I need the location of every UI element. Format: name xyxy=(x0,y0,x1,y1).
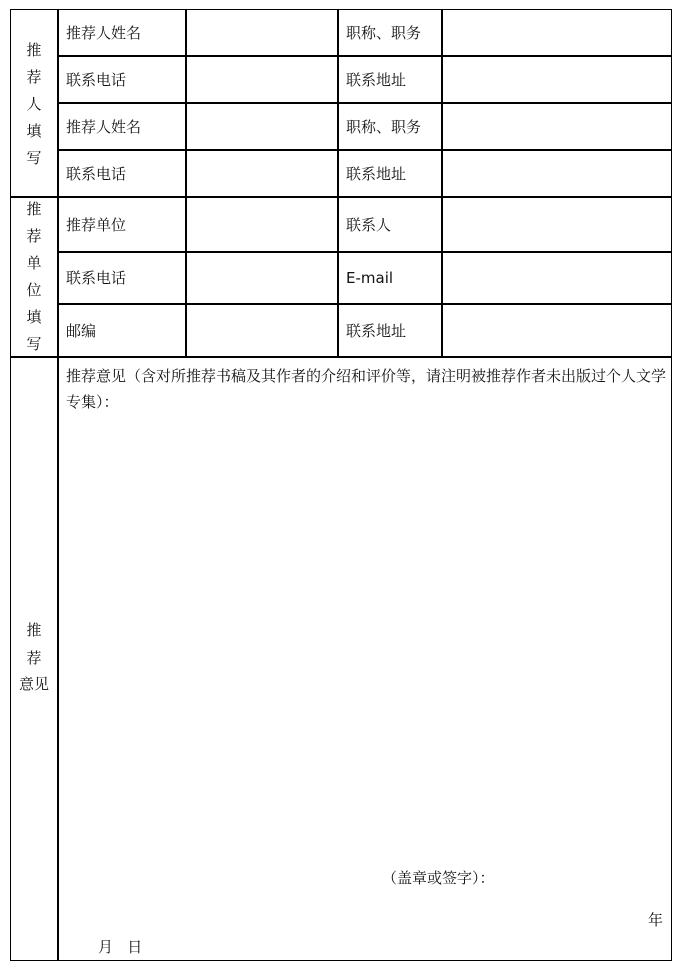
referrer-section-row-1-label-a: 推荐人姓名 xyxy=(66,23,142,42)
unit-section-row-1-input-b[interactable] xyxy=(442,197,672,252)
referrer-section-row-4-input-b[interactable] xyxy=(442,150,672,197)
unit-section-row-1-input-a[interactable] xyxy=(186,197,338,252)
unit-section-row-1-label-a: 推荐单位 xyxy=(66,215,127,234)
signature-label: （盖章或签字）： xyxy=(382,869,495,887)
referrer-section-row-3-input-b[interactable] xyxy=(442,103,672,150)
referrer-section-label: 推 荐 人 填 写 xyxy=(26,41,42,167)
year-label: 年 xyxy=(648,911,664,929)
recommendation-form xyxy=(10,9,672,961)
opinion-label-2: 荐 xyxy=(26,649,42,667)
unit-section-row-2-label-b: E-mail xyxy=(346,269,394,287)
opinion-instruction: 推荐意见（含对所推荐书稿及其作者的介绍和评价等，请注明被推荐作者未出版过个人文学专集）： xyxy=(66,367,667,411)
referrer-section-row-2-label-a: 联系电话 xyxy=(66,70,127,89)
unit-section-row-2-input-a[interactable] xyxy=(186,252,338,304)
unit-section-row-3-input-a[interactable] xyxy=(186,304,338,357)
referrer-section-row-2-input-b[interactable] xyxy=(442,56,672,103)
month-day-label: 月 日 xyxy=(98,938,143,956)
unit-section-row-3-label-a: 邮编 xyxy=(66,321,97,340)
referrer-section-row-1-input-b[interactable] xyxy=(442,9,672,56)
unit-section-row-2-label-a: 联系电话 xyxy=(66,269,127,287)
referrer-section-row-4-input-a[interactable] xyxy=(186,150,338,197)
referrer-section-row-4-label-a: 联系电话 xyxy=(66,164,127,183)
unit-section-row-1-label-b: 联系人 xyxy=(346,215,392,234)
opinion-label-3: 意见 xyxy=(18,675,49,693)
referrer-section-row-2-input-a[interactable] xyxy=(186,56,338,103)
referrer-section-row-4-label-b: 联系地址 xyxy=(346,164,407,183)
unit-section-row-3-input-b[interactable] xyxy=(442,304,672,357)
opinion-textarea[interactable] xyxy=(58,357,672,961)
referrer-section-row-1-label-b: 职称、职务 xyxy=(346,23,422,42)
unit-section-label: 推 荐 单 位 填 写 xyxy=(26,200,42,353)
unit-section-row-3-label-b: 联系地址 xyxy=(346,321,407,340)
referrer-section-row-3-label-a: 推荐人姓名 xyxy=(66,117,142,136)
opinion-label-1: 推 xyxy=(26,621,42,639)
referrer-section-row-3-label-b: 职称、职务 xyxy=(346,117,422,136)
referrer-section-row-1-input-a[interactable] xyxy=(186,9,338,56)
referrer-section-row-3-input-a[interactable] xyxy=(186,103,338,150)
unit-section-row-2-input-b[interactable] xyxy=(442,252,672,304)
referrer-section-row-2-label-b: 联系地址 xyxy=(346,70,407,89)
